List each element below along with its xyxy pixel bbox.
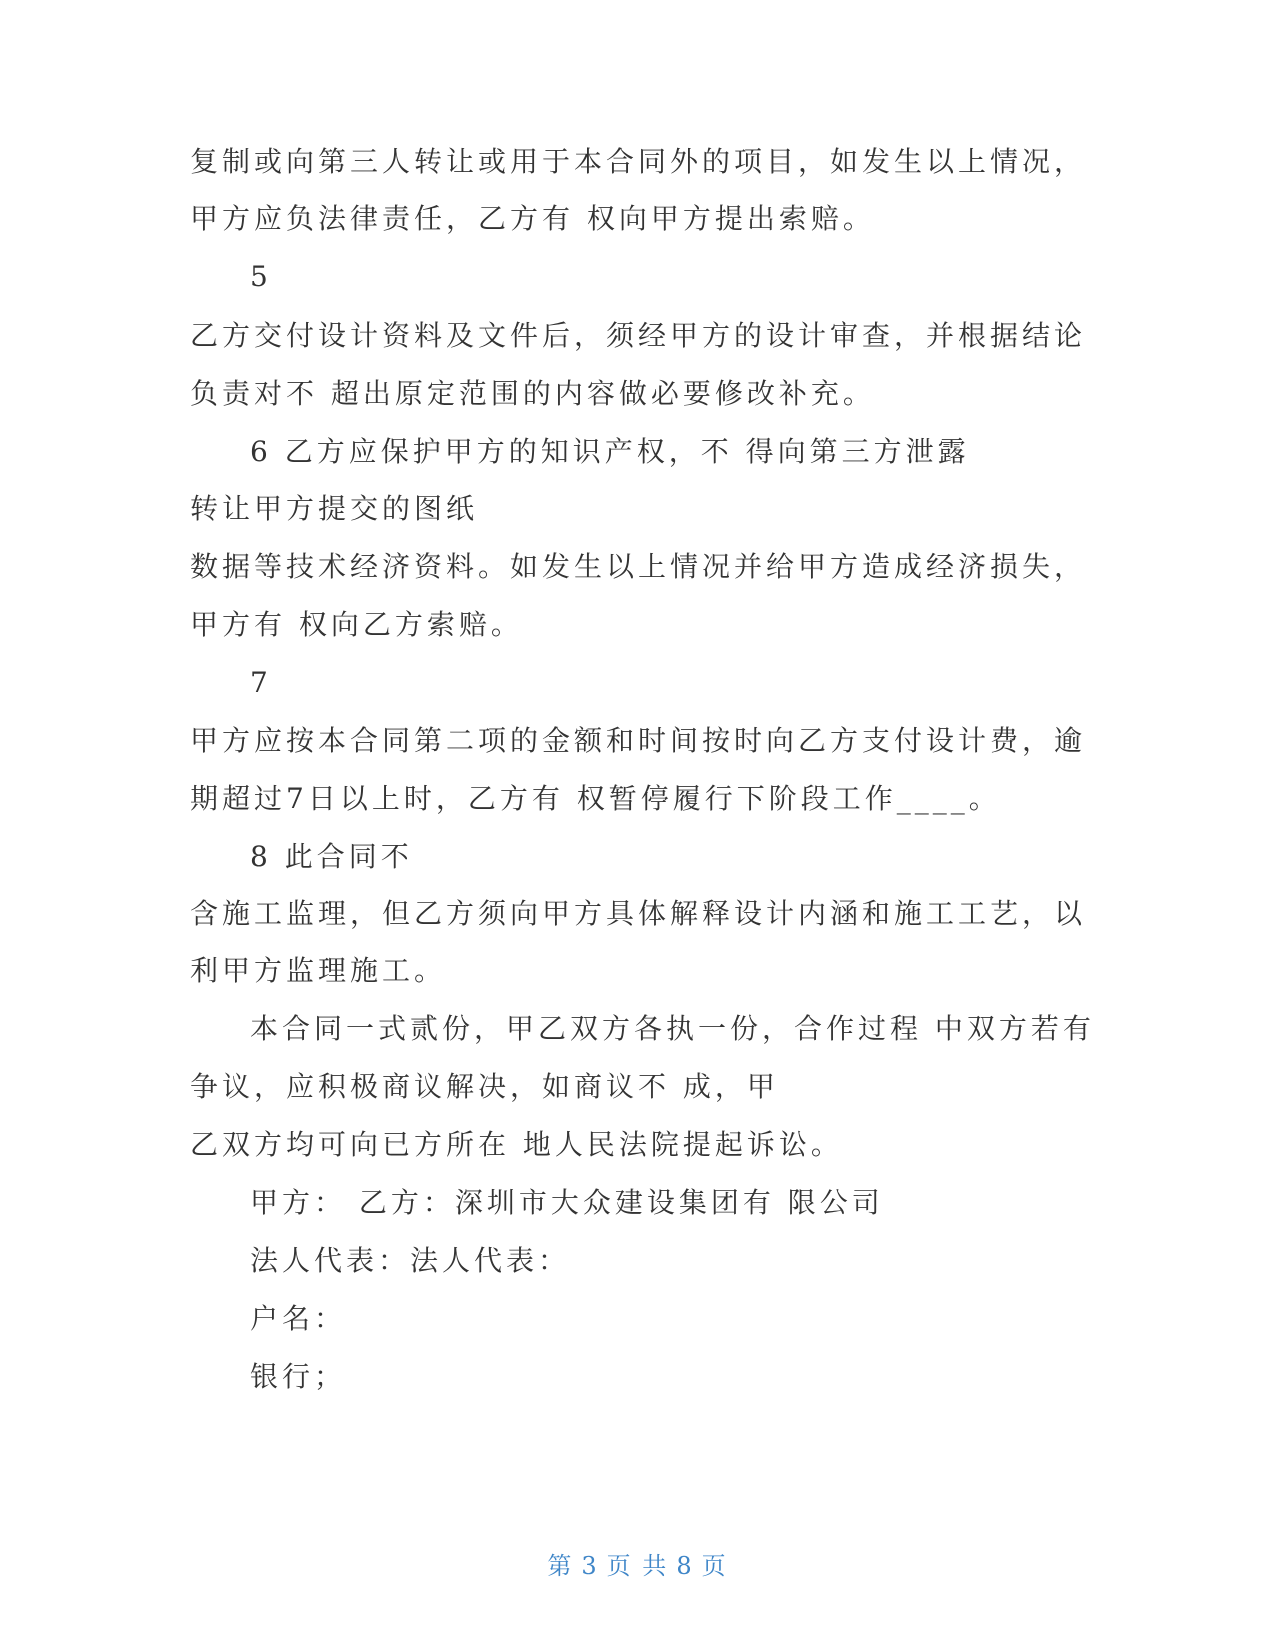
total-pages-number: 8 xyxy=(676,1552,694,1580)
item-number: 5 xyxy=(250,260,272,293)
current-page-number: 3 xyxy=(581,1552,599,1580)
account-name: 户名： xyxy=(250,1302,347,1335)
text-line: 甲方应按本合同第二项的金额和时间按时向乙方支付设计费，逾 xyxy=(190,724,1087,757)
text-line: 6 乙方应保护甲方的知识产权，不 得向第三方泄露 xyxy=(250,435,970,468)
text-line: 含施工监理，但乙方须向甲方具体解释设计内涵和施工工艺，以 xyxy=(190,897,1087,930)
footer-middle: 页 共 xyxy=(606,1552,669,1580)
text-line: 转让甲方提交的图纸 xyxy=(190,492,479,525)
text-line: 8 此合同不 xyxy=(250,840,413,873)
item-number: 7 xyxy=(250,666,272,699)
text-line: 负责对不 超出原定范围的内容做必要修改补充。 xyxy=(190,377,875,410)
footer-suffix: 页 xyxy=(701,1552,728,1580)
legal-representative: 法人代表：法人代表： xyxy=(250,1244,571,1277)
signature-parties: 甲方： 乙方：深圳市大众建设集团有 限公司 xyxy=(250,1186,884,1219)
bank: 银行； xyxy=(250,1360,347,1393)
text-line: 甲方有 权向乙方索赔。 xyxy=(190,608,523,641)
text-line: 期超过7日以上时，乙方有 权暂停履行下阶段工作____。 xyxy=(190,782,1001,815)
footer-prefix: 第 xyxy=(547,1552,574,1580)
text-line: 利甲方监理施工。 xyxy=(190,954,447,987)
text-line: 复制或向第三人转让或用于本合同外的项目，如发生以上情况， xyxy=(190,145,1087,178)
text-line: 甲方应负法律责任，乙方有 权向甲方提出索赔。 xyxy=(190,202,875,235)
text-line: 乙双方均可向已方所在 地人民法院提起诉讼。 xyxy=(190,1128,843,1161)
text-line: 数据等技术经济资料。如发生以上情况并给甲方造成经济损失， xyxy=(190,550,1087,583)
text-line: 本合同一式贰份，甲乙双方各执一份，合作过程 中双方若有 xyxy=(250,1012,1095,1045)
text-line: 乙方交付设计资料及文件后，须经甲方的设计审查，并根据结论 xyxy=(190,319,1087,352)
text-line: 争议，应积极商议解决，如商议不 成，甲 xyxy=(190,1070,779,1103)
page-footer xyxy=(0,1546,1275,1581)
